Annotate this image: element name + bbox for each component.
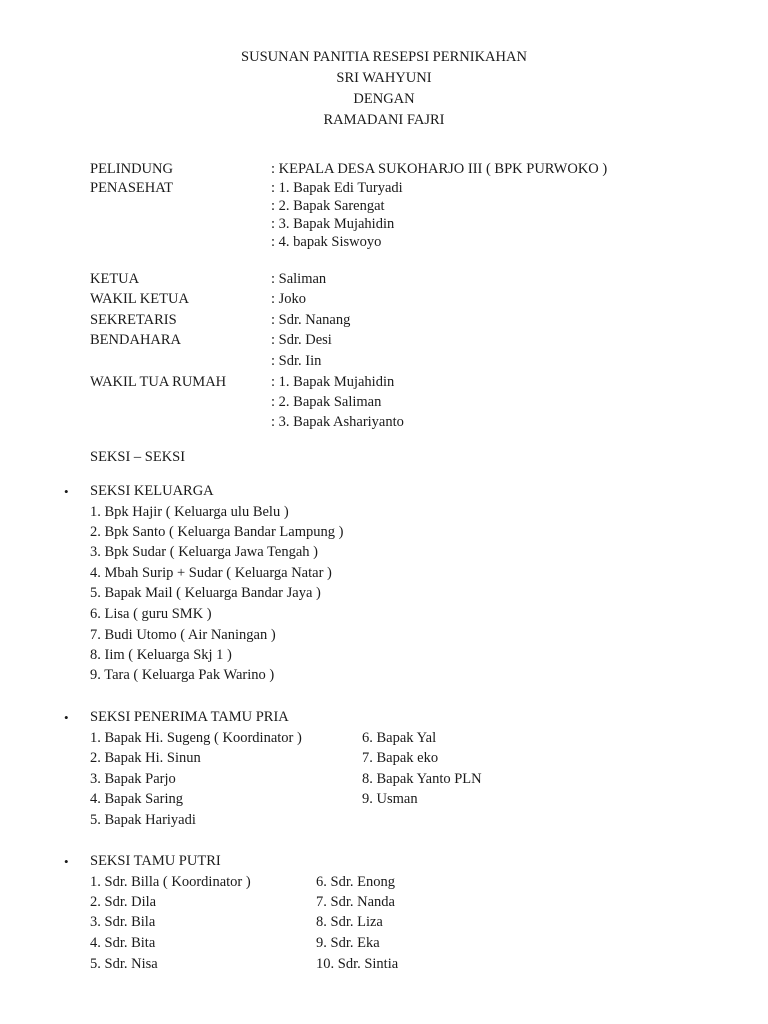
title-line-3: DENGAN [353, 91, 415, 107]
title-line-1: SUSUNAN PANITIA RESEPSI PERNIKAHAN [241, 49, 527, 65]
bullet-icon: • [64, 484, 69, 499]
list-item: 8. Bapak Yanto PLN [362, 771, 482, 787]
list-item: 3. Sdr. Bila [90, 914, 156, 930]
bullet-icon: • [64, 854, 69, 869]
committee-value: : Sdr. Iin [271, 353, 322, 369]
list-item: 1. Bapak Hi. Sugeng ( Koordinator ) [90, 730, 302, 746]
list-item: 4. Mbah Surip + Sudar ( Keluarga Natar ) [90, 565, 332, 581]
official-label: PENASEHAT [90, 180, 173, 196]
committee-label: BENDAHARA [90, 332, 182, 348]
list-item: 9. Tara ( Keluarga Pak Warino ) [90, 667, 275, 683]
title-line-2: SRI WAHYUNI [336, 70, 432, 86]
list-item: 9. Sdr. Eka [316, 935, 380, 951]
list-item: 4. Sdr. Bita [90, 935, 156, 951]
committee-value: : 2. Bapak Saliman [271, 394, 382, 410]
list-item: 2. Sdr. Dila [90, 894, 157, 910]
official-label: PELINDUNG [90, 161, 173, 177]
committee-label: WAKIL TUA RUMAH [90, 374, 227, 390]
list-item: 3. Bpk Sudar ( Keluarga Jawa Tengah ) [90, 544, 318, 560]
official-value: : 2. Bapak Sarengat [271, 198, 385, 214]
list-item: 6. Lisa ( guru SMK ) [90, 606, 212, 622]
list-item: 2. Bpk Santo ( Keluarga Bandar Lampung ) [90, 524, 344, 540]
list-item: 6. Sdr. Enong [316, 874, 395, 890]
section-title: SEKSI PENERIMA TAMU PRIA [90, 709, 289, 725]
committee-value: : Sdr. Nanang [271, 312, 351, 328]
list-item: 8. Iim ( Keluarga Skj 1 ) [90, 647, 232, 663]
committee-value: : 1. Bapak Mujahidin [271, 374, 395, 390]
section-title: SEKSI KELUARGA [90, 483, 214, 499]
committee-label: SEKRETARIS [90, 312, 177, 328]
committee-value: : Saliman [271, 271, 327, 287]
official-value: : KEPALA DESA SUKOHARJO III ( BPK PURWOKO ) [271, 161, 608, 177]
list-item: 2. Bapak Hi. Sinun [90, 750, 201, 766]
committee-label: WAKIL KETUA [90, 291, 189, 307]
seksi-heading: SEKSI – SEKSI [90, 449, 186, 465]
committee-value: : Joko [271, 291, 307, 307]
list-item: 5. Bapak Hariyadi [90, 812, 196, 828]
list-item: 5. Sdr. Nisa [90, 956, 158, 972]
document-title [0, 47, 768, 131]
list-item: 7. Bapak eko [362, 750, 439, 766]
committee-value: : 3. Bapak Ashariyanto [271, 414, 404, 430]
list-item: 3. Bapak Parjo [90, 771, 176, 787]
committee-value: : Sdr. Desi [271, 332, 332, 348]
list-item: 7. Budi Utomo ( Air Naningan ) [90, 627, 276, 643]
list-item: 5. Bapak Mail ( Keluarga Bandar Jaya ) [90, 585, 321, 601]
list-item: 1. Bpk Hajir ( Keluarga ulu Belu ) [90, 504, 289, 520]
official-value: : 4. bapak Siswoyo [271, 234, 382, 250]
committee-label: KETUA [90, 271, 140, 287]
list-item: 7. Sdr. Nanda [316, 894, 395, 910]
official-value: : 1. Bapak Edi Turyadi [271, 180, 403, 196]
official-value: : 3. Bapak Mujahidin [271, 216, 395, 232]
list-item: 6. Bapak Yal [362, 730, 437, 746]
bullet-icon: • [64, 710, 69, 725]
list-item: 10. Sdr. Sintia [316, 956, 399, 972]
list-item: 1. Sdr. Billa ( Koordinator ) [90, 874, 251, 890]
title-line-4: RAMADANI FAJRI [323, 112, 445, 128]
list-item: 9. Usman [362, 791, 418, 807]
list-item: 8. Sdr. Liza [316, 914, 383, 930]
list-item: 4. Bapak Saring [90, 791, 184, 807]
section-title: SEKSI TAMU PUTRI [90, 853, 221, 869]
